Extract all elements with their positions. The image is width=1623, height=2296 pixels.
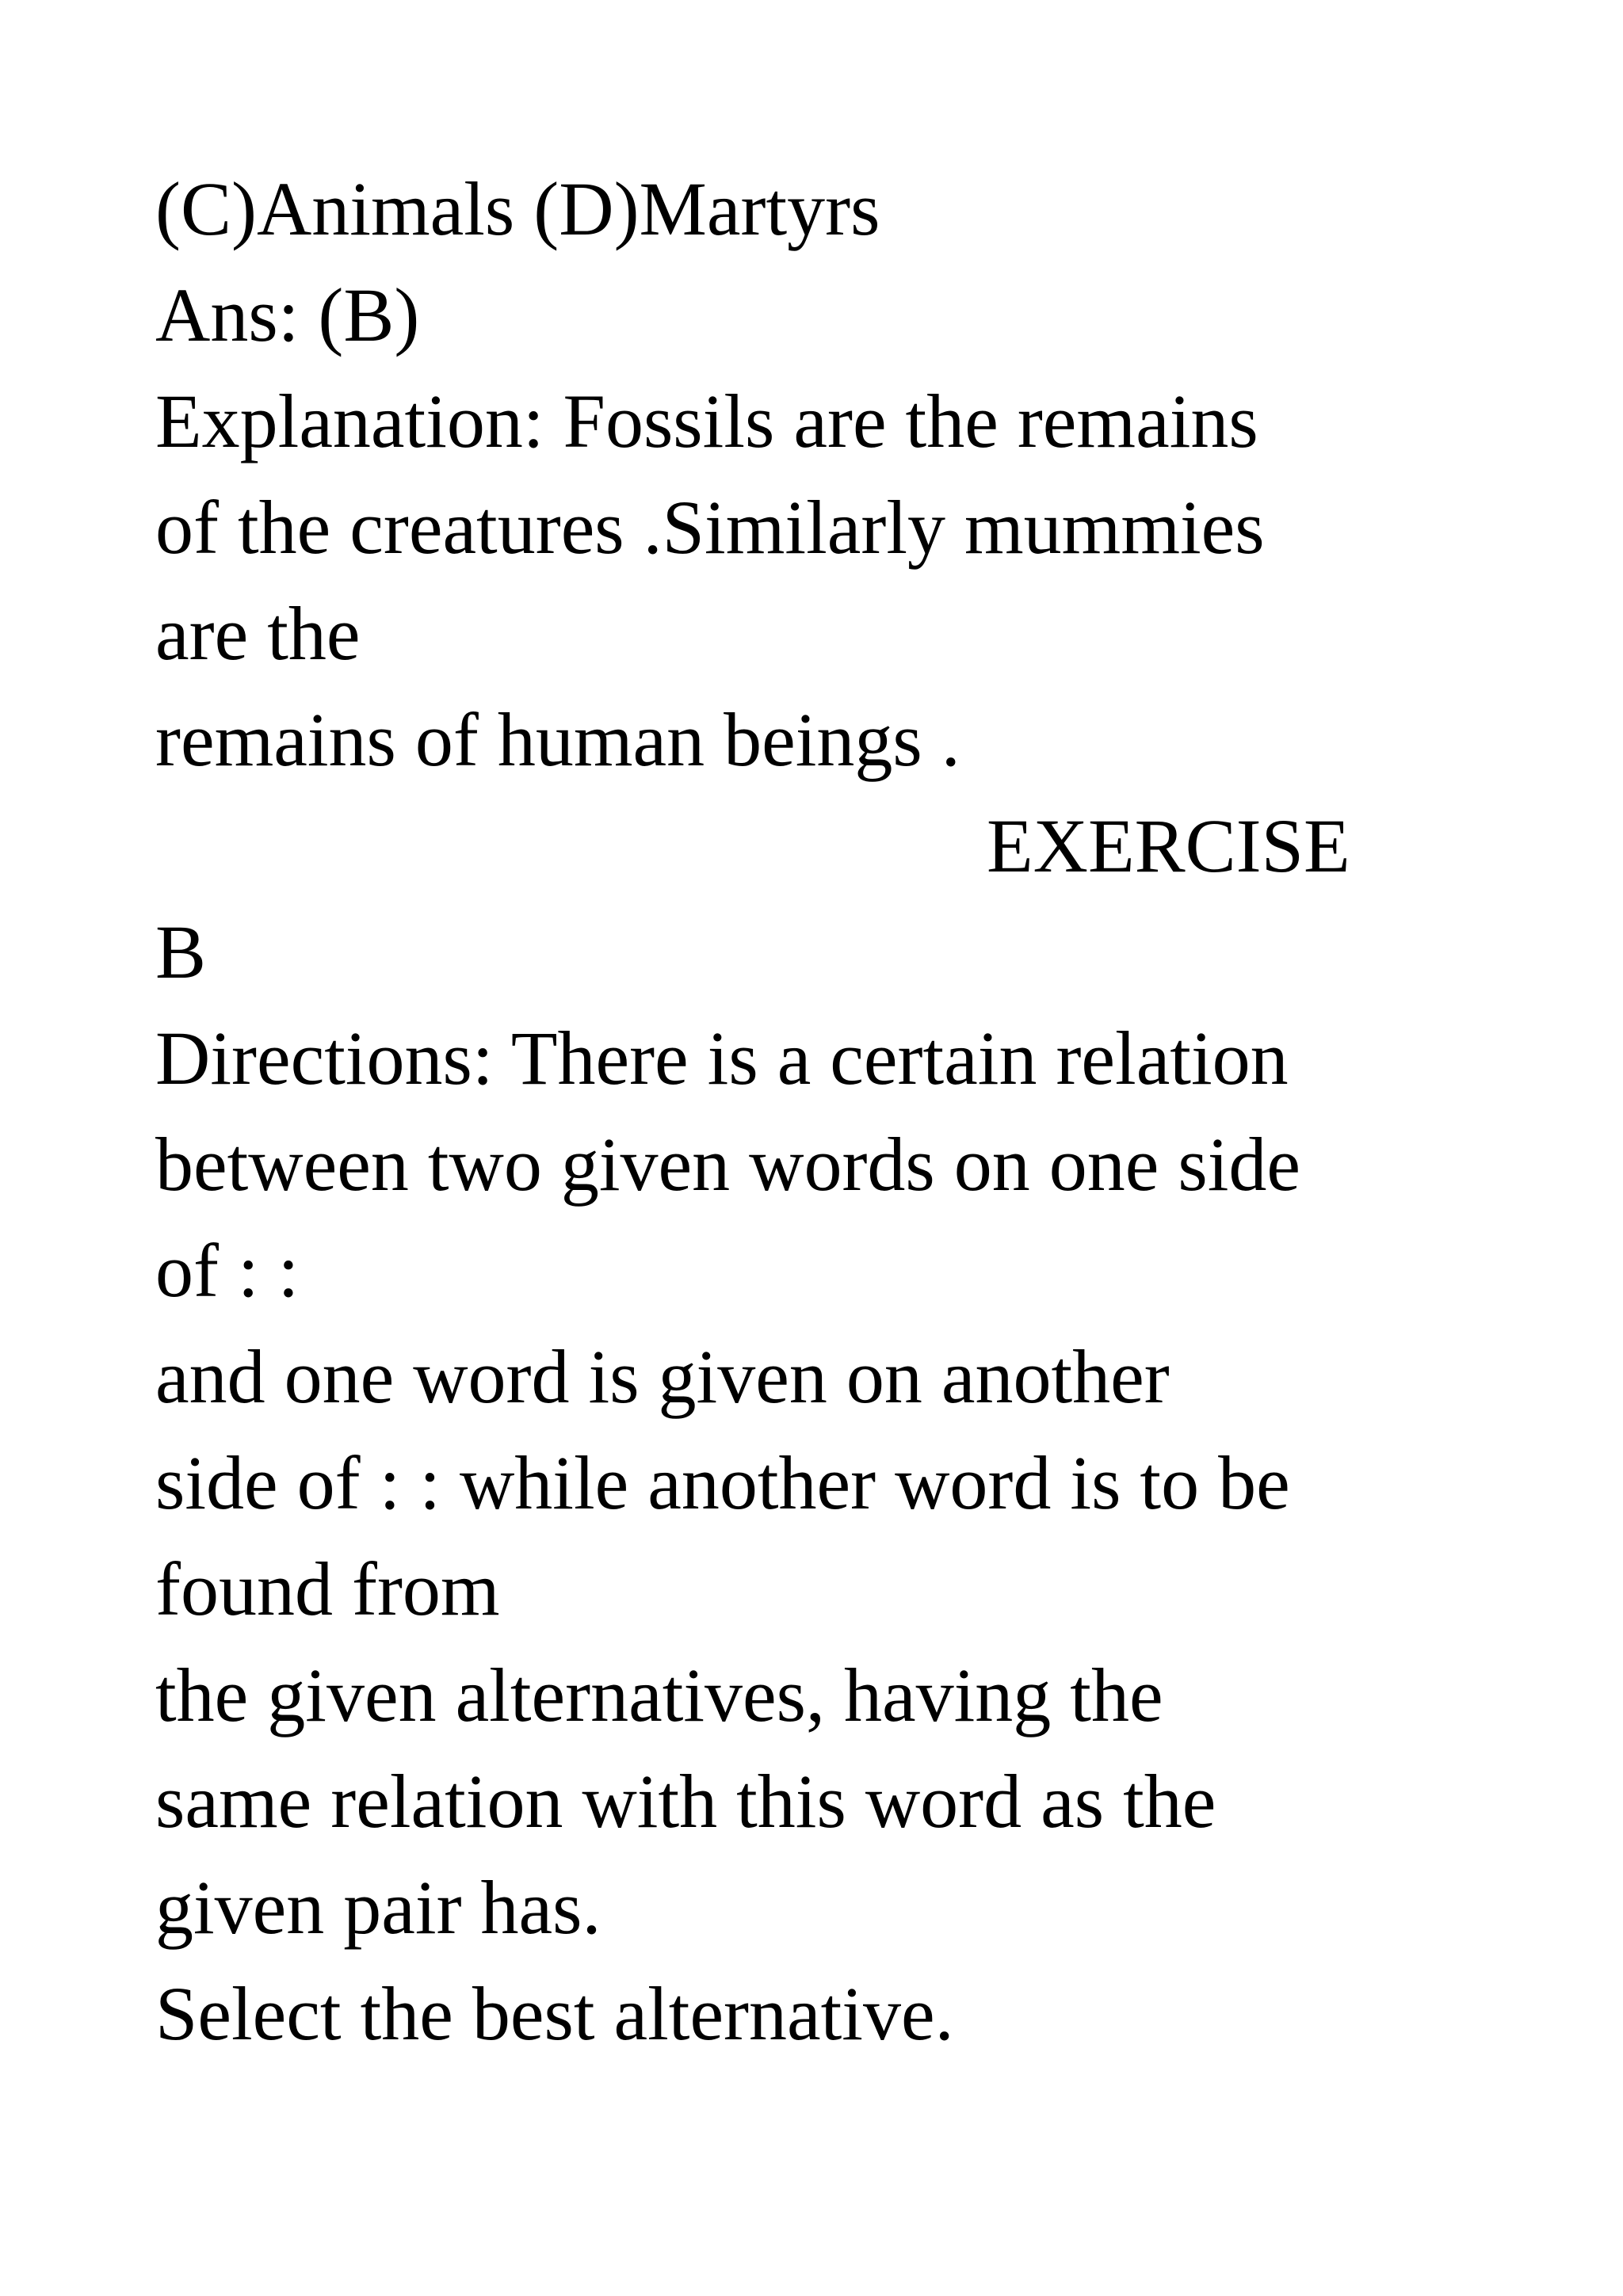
directions-line-3: of : : [155, 1228, 300, 1313]
directions-line-9: given pair has. [155, 1865, 601, 1950]
directions-line-2: between two given words on one side [155, 1122, 1301, 1207]
directions-line-4: and one word is given on another [155, 1334, 1170, 1419]
explanation-line-4: remains of human beings . [155, 697, 960, 782]
directions-line-6: found from [155, 1547, 500, 1631]
directions-line-5: side of : : while another word is to be [155, 1440, 1290, 1525]
directions-line-1: Directions: There is a certain relation [155, 1016, 1289, 1100]
directions-line-8: same relation with this word as the [155, 1759, 1216, 1844]
exercise-heading: EXERCISE [987, 803, 1350, 888]
exercise-heading-letter: B [155, 910, 207, 994]
explanation-line-3: are the [155, 591, 361, 676]
directions-line-10: Select the best alternative. [155, 1971, 954, 2056]
explanation-line-2: of the creatures .Similarly mummies [155, 485, 1265, 570]
option-line-c-d: (C)Animals (D)Martyrs [155, 166, 880, 251]
explanation-line-1: Explanation: Fossils are the remains [155, 379, 1258, 463]
answer-line: Ans: (B) [155, 273, 420, 357]
directions-line-7: the given alternatives, having the [155, 1653, 1163, 1737]
